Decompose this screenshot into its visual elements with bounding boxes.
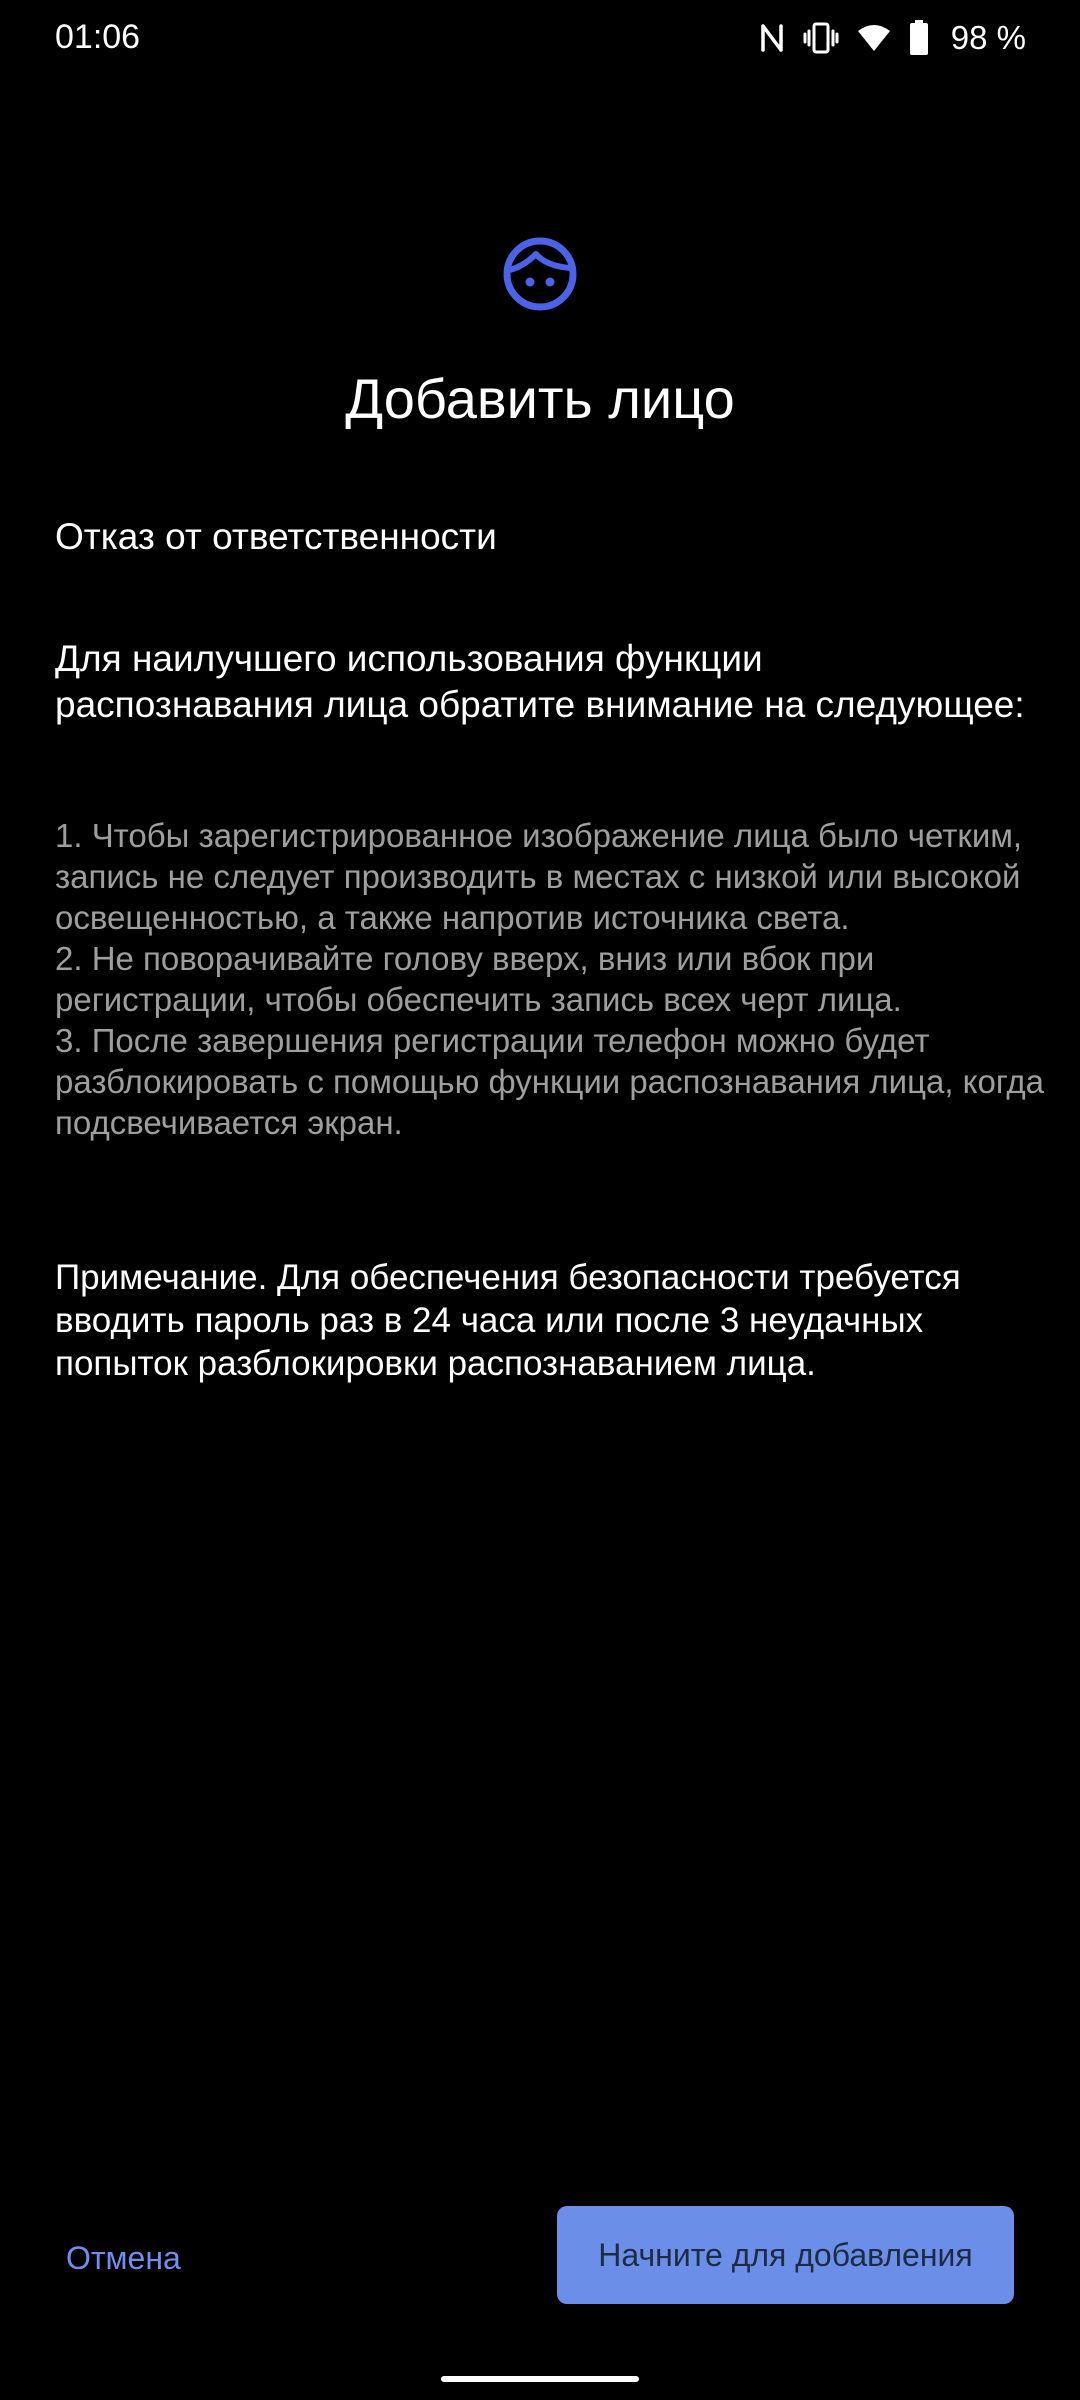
status-bar: [0, 0, 1080, 80]
rule-item: 2. Не поворачивайте голову вверх, вниз или вбок при регистрации, чтобы обеспечить запись всех черт лица.: [55, 940, 902, 1018]
cancel-button[interactable]: Отмена: [66, 2240, 181, 2276]
status-time: 01:06: [55, 18, 141, 56]
battery-icon: [909, 20, 929, 56]
face-icon: [502, 236, 578, 312]
rules-list: [55, 815, 1045, 1143]
start-button[interactable]: Начните для добавления: [557, 2206, 1014, 2304]
vibrate-icon: [803, 22, 839, 54]
disclaimer-heading: Отказ от ответственности: [55, 516, 497, 557]
intro-text: Для наилучшего использования функции распознавания лица обратите внимание на следующее:: [55, 638, 1025, 725]
home-indicator[interactable]: [441, 2376, 639, 2382]
status-icons: [759, 16, 1026, 60]
rule-item: 3. После завершения регистрации телефон можно будет разблокировать с помощью функции распознавания лица, когда подсвечивается экран.: [55, 1022, 1044, 1141]
note-text: Примечание. Для обеспечения безопасности требуется вводить пароль раз в 24 часа или после 3 неудачных попыток разблокировки распознаванием лица.: [55, 1258, 961, 1383]
rule-item: 1. Чтобы зарегистрированное изображение лица было четким, запись не следует производить в местах с низкой или высокой освещенностью, а также напротив источника света.: [55, 817, 1023, 936]
page-title: Добавить лицо: [345, 367, 735, 430]
wifi-icon: [857, 24, 891, 52]
battery-percent: 98 %: [950, 19, 1026, 56]
nfc-icon: [759, 22, 785, 54]
